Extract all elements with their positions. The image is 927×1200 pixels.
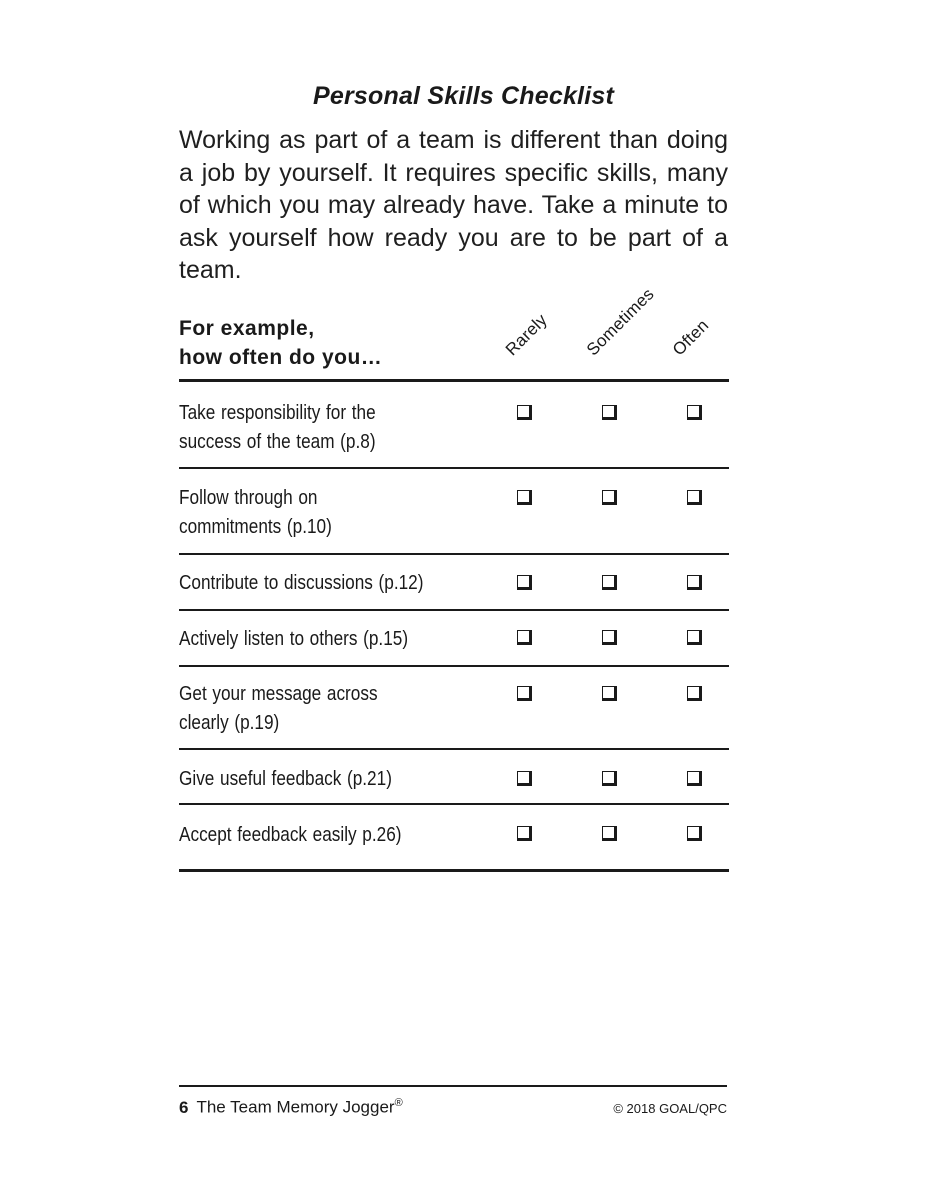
table-row (179, 821, 437, 850)
checkbox-often[interactable] (687, 575, 702, 590)
row-label-line2: clearly (p.19) (179, 712, 280, 734)
table-bottom-rule (179, 869, 729, 872)
row-divider (179, 467, 729, 469)
table-row (179, 680, 437, 738)
checkbox-rarely[interactable] (517, 686, 532, 701)
checkbox-often[interactable] (687, 826, 702, 841)
row-label-line1: Actively listen to others (p.15) (179, 628, 409, 650)
row-divider (179, 803, 729, 805)
checkbox-rarely[interactable] (517, 826, 532, 841)
row-divider (179, 748, 729, 750)
intro-paragraph: Working as part of a team is different than doing a job by yourself. It requires specific skills, many of which you may already have. Take a minute to ask yourself how ready you are to be part of a team. (179, 126, 728, 284)
column-header-sometimes: Sometimes (582, 284, 658, 360)
checkbox-rarely[interactable] (517, 575, 532, 590)
footer-rule (179, 1085, 727, 1087)
table-row (179, 399, 437, 457)
row-label-line1: Give useful feedback (p.21) (179, 768, 392, 790)
row-label-line1: Take responsibility for the (179, 402, 376, 424)
row-label-line1: Follow through on (179, 487, 318, 509)
checkbox-rarely[interactable] (517, 771, 532, 786)
checkbox-sometimes[interactable] (602, 575, 617, 590)
row-label-line1: Contribute to discussions (p.12) (179, 572, 424, 594)
table-row (179, 765, 437, 794)
row-divider (179, 553, 729, 555)
header-rule (179, 379, 729, 382)
checkbox-sometimes[interactable] (602, 686, 617, 701)
checkbox-sometimes[interactable] (602, 630, 617, 645)
checkbox-rarely[interactable] (517, 490, 532, 505)
page-number: 6 (179, 1097, 189, 1117)
checkbox-sometimes[interactable] (602, 490, 617, 505)
checkbox-often[interactable] (687, 490, 702, 505)
checkbox-often[interactable] (687, 771, 702, 786)
table-prompt-line2: how often do you… (179, 346, 383, 369)
checkbox-rarely[interactable] (517, 405, 532, 420)
checkbox-sometimes[interactable] (602, 405, 617, 420)
registered-mark: ® (394, 1097, 403, 1109)
row-divider (179, 665, 729, 667)
checkbox-often[interactable] (687, 630, 702, 645)
checkbox-rarely[interactable] (517, 630, 532, 645)
row-divider (179, 609, 729, 611)
page-title: Personal Skills Checklist (313, 82, 614, 110)
copyright: © 2018 GOAL/QPC (613, 1101, 727, 1116)
column-header-often: Often (668, 315, 713, 360)
table-row (179, 484, 437, 542)
table-row (179, 569, 437, 598)
row-label-line1: Accept feedback easily p.26) (179, 824, 402, 846)
column-header-rarely: Rarely (501, 310, 551, 360)
footer-left (179, 1097, 403, 1118)
checkbox-often[interactable] (687, 405, 702, 420)
row-label-line1: Get your message across (179, 683, 378, 705)
table-row (179, 625, 437, 654)
row-label-line2: commitments (p.10) (179, 516, 332, 538)
checkbox-often[interactable] (687, 686, 702, 701)
table-prompt-line1: For example, (179, 317, 315, 340)
checkbox-sometimes[interactable] (602, 771, 617, 786)
checkbox-sometimes[interactable] (602, 826, 617, 841)
row-label-line2: success of the team (p.8) (179, 431, 376, 453)
book-title: The Team Memory Jogger (196, 1097, 395, 1117)
table-prompt (179, 314, 479, 372)
